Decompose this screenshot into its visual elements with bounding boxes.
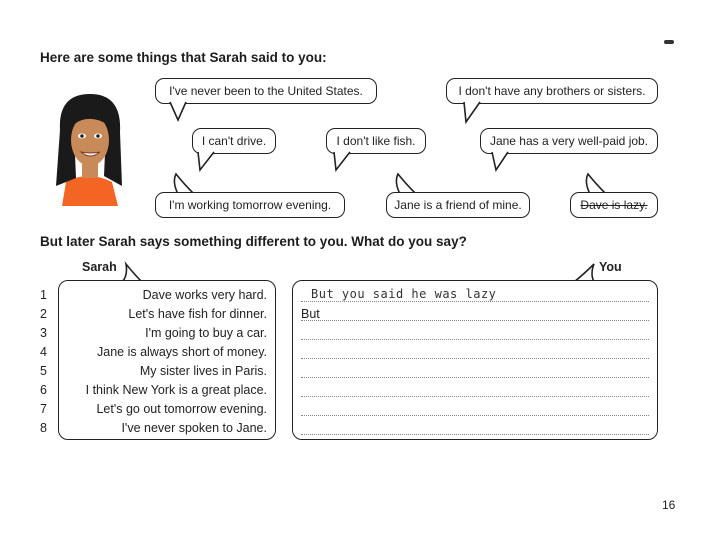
- bubble-no-siblings: I don't have any brothers or sisters.: [446, 78, 658, 104]
- bubble-cant-drive: I can't drive.: [192, 128, 276, 154]
- bubble-tail: [490, 152, 514, 172]
- answer-prompt: But: [301, 307, 320, 321]
- bubble-tail: [170, 172, 200, 194]
- sarah-statements-panel: [58, 280, 276, 440]
- sarah-statement: I've never spoken to Jane.: [121, 421, 267, 435]
- line-number: 2: [40, 307, 47, 321]
- bubble-working-tomorrow: I'm working tomorrow evening.: [155, 192, 345, 218]
- line-number: 5: [40, 364, 47, 378]
- you-label: You: [599, 260, 622, 274]
- bubble-jane-well-paid: Jane has a very well-paid job.: [480, 128, 658, 154]
- sarah-statement: I think New York is a great place.: [85, 383, 267, 397]
- answer-line: [301, 339, 649, 340]
- answer-line: [301, 320, 649, 321]
- bubble-tail: [462, 102, 486, 124]
- answer-line: [301, 377, 649, 378]
- answer-line: [301, 301, 649, 302]
- bubble-tail: [582, 172, 612, 194]
- line-number: 6: [40, 383, 47, 397]
- answer-example: But you said he was lazy: [311, 287, 497, 301]
- bubble-tail: [196, 152, 220, 172]
- bubble-dave-lazy-text: Dave is lazy.: [580, 198, 648, 212]
- line-number: 1: [40, 288, 47, 302]
- bubble-dont-like-fish: I don't like fish.: [326, 128, 426, 154]
- answer-line: [301, 434, 649, 435]
- sarah-statement: Let's go out tomorrow evening.: [96, 402, 267, 416]
- sarah-statement: Let's have fish for dinner.: [128, 307, 267, 321]
- answer-line: [301, 358, 649, 359]
- corner-mark: [664, 40, 674, 44]
- line-number: 7: [40, 402, 47, 416]
- answer-line: [301, 415, 649, 416]
- heading-question: But later Sarah says something different to you. What do you say?: [40, 234, 467, 249]
- line-number: 3: [40, 326, 47, 340]
- sarah-statement: Jane is always short of money.: [97, 345, 267, 359]
- sarah-statement: My sister lives in Paris.: [139, 364, 267, 378]
- sarah-statement: I'm going to buy a car.: [145, 326, 267, 340]
- answer-line: [301, 396, 649, 397]
- sarah-label: Sarah: [82, 260, 117, 274]
- heading-instructions: Here are some things that Sarah said to you:: [40, 50, 327, 65]
- answer-panel[interactable]: [292, 280, 658, 440]
- line-number: 4: [40, 345, 47, 359]
- bubble-never-been-us: I've never been to the United States.: [155, 78, 377, 104]
- sarah-statement: Dave works very hard.: [142, 288, 267, 302]
- bubble-tail: [392, 172, 422, 194]
- bubble-dave-lazy: [570, 192, 658, 218]
- bubble-jane-friend: Jane is a friend of mine.: [386, 192, 530, 218]
- sarah-illustration-icon: [52, 90, 126, 206]
- bubble-tail: [168, 102, 192, 122]
- bubble-tail: [332, 152, 356, 172]
- page-number: 16: [662, 498, 676, 512]
- line-number: 8: [40, 421, 47, 435]
